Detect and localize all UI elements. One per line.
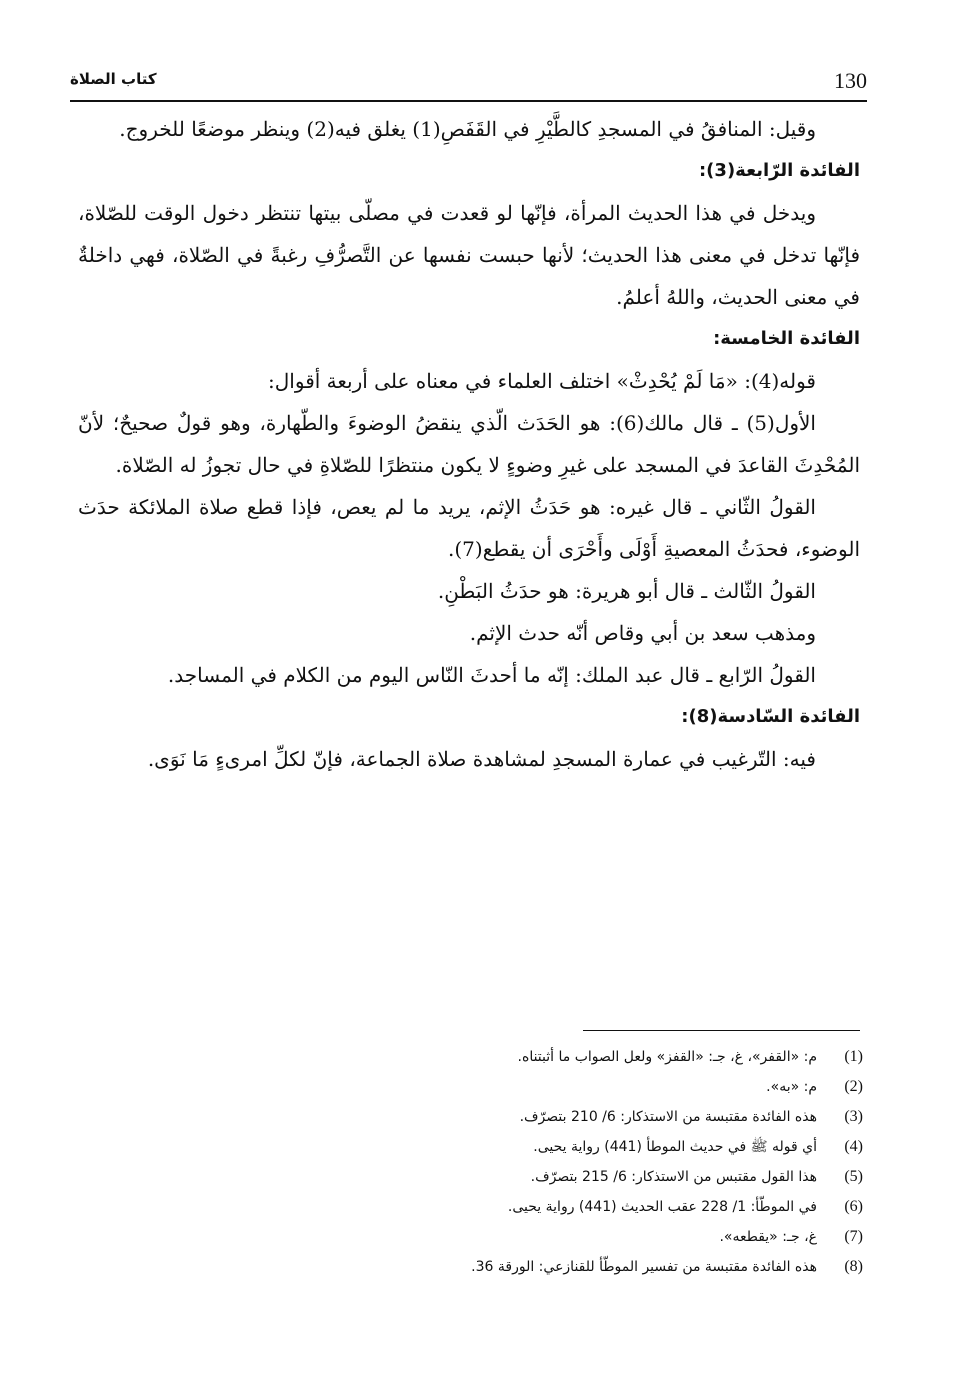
paragraph: الأول(5) ـ قال مالك(6): هو الحَدَث الّذي ينقضُ الوضوءَ والطّهارة، وهو قولٌ صحيحٌ؛ لأنّ المُحْدِثَ القاعدَ في المسجد على غيرِ وضوءٍ لا يكون منتظرًا للصّلاةِ في حال تجوزُ له الصّلاة. [78,411,860,477]
footnote [223,1222,863,1252]
footnotes [223,1042,863,1282]
footnote-number: (5) [844,1168,863,1185]
footnote-separator [583,1030,860,1031]
footnote-text: أي قوله ﷺ في حديث الموطأ (441) رواية يحيى. [533,1139,817,1155]
paragraph: ويدخل في هذا الحديث المرأة، فإنّها لو قعدت في مصلّى بيتها تنتظر دخول الوقت للصّلاة، فإنّها تدخل في معنى هذا الحديث؛ لأنها حبست نفسها عن التَّصرُّفِ رغبةً في الصّلاة، فهي داخلةٌ في معنى الحديث، واللهُ أعلمُ. [78,201,860,309]
paragraph: وقيل: المنافقُ في المسجدِ كالطَّيْرِ في القَفَصِ(1) يغلق فيه(2) وينظر موضعًا للخروج. [119,117,816,141]
paragraph: القولُ الرّابع ـ قال عبد الملك: إنّه ما أحدثَ النّاس اليوم من الكلام في المساجد. [167,663,816,687]
footnote-text: هذه الفائدة مقتبسة من الاستذكار: 6/ 210 بتصرّف. [519,1109,817,1125]
footnote [223,1252,863,1282]
footnote-text: هذا القول مقتبس من الاستذكار: 6/ 215 بتصرّف. [530,1169,817,1185]
running-header [70,66,867,100]
footnote-number: (1) [844,1048,863,1065]
footnote-number: (6) [844,1198,863,1215]
footnote [223,1162,863,1192]
book-title: كتاب الصلاة [70,70,157,88]
footnote [223,1102,863,1132]
footnote-text: م: «القفر»، غ، جـ: «القفز» ولعل الصواب ما أثبتناه. [517,1049,817,1065]
paragraph: ومذهب سعد بن أبي وقاص أنّه حدث الإثم. [469,621,816,645]
footnote [223,1042,863,1072]
footnote-text: م: «به». [766,1079,817,1095]
footnote [223,1072,863,1102]
footnote-number: (7) [844,1228,863,1245]
main-text [78,108,860,780]
paragraph: فيه: التّرغيب في عمارة المسجدِ لمشاهدة صلاة الجماعة، فإنّ لكلِّ امرىءٍ مَا نَوَى. [147,747,816,771]
footnote-text: في الموطّأ: 1/ 228 عقب الحديث (441) رواية يحيى. [507,1199,817,1215]
footnote [223,1192,863,1222]
footnote-number: (8) [844,1258,863,1275]
footnote-text: غ، جـ: «يقطعه». [719,1229,817,1245]
section-heading: الفائدة الخامسة: [713,328,860,349]
footnote-text: هذه الفائدة مقتبسة من تفسير الموطّأ للقنازعي: الورقة 36. [471,1259,817,1275]
section-heading: الفائدة السّادسة(8): [681,706,860,727]
header-rule [70,100,867,102]
page-number: 130 [834,68,867,93]
section-heading: الفائدة الرّابعة(3): [698,160,860,181]
paragraph: قوله(4): «مَا لَمْ يُحْدِثْ» اختلف العلماء في معناه على أربعة أقوال: [268,369,816,393]
footnote-number: (3) [844,1108,863,1125]
paragraph: القولُ الثّاني ـ قال غيره: هو حَدَثُ الإثم، يريد ما لم يعص، فإذا قطع صلاة الملائكة حدَث الوضوء، فحدَثُ المعصيةِ أَوْلَى وأَحْرَى أن يقطع(7). [78,495,860,561]
paragraph: القولُ الثّالث ـ قال أبو هريرة: هو حدَثُ البَطْنِ. [437,579,816,603]
footnote-number: (2) [844,1078,863,1095]
footnote [223,1132,863,1162]
footnote-number: (4) [844,1138,863,1155]
